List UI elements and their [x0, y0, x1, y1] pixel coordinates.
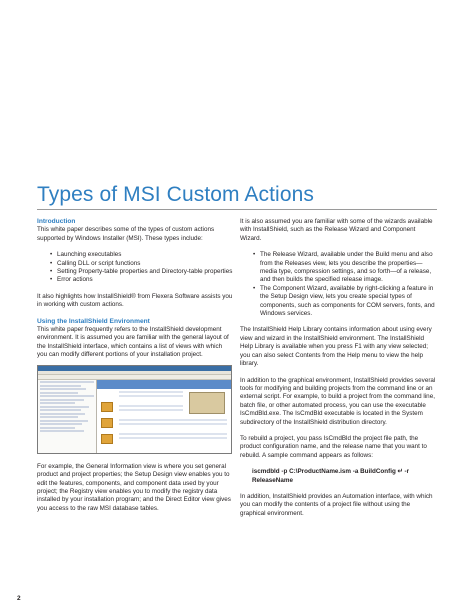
list-item: • Setting Property-table properties and Directory-table properties [50, 268, 233, 276]
bullet-icon: • [50, 251, 53, 259]
screenshot-item-icon [101, 402, 113, 412]
custom-action-types-list [37, 251, 233, 285]
list-item: • The Release Wizard, available under the Build menu and also from the Releases view, lets you describe the properties—media type, compression settings, and so forth—of a release, and then builds the specified release image. [253, 251, 433, 284]
page-title: Types of MSI Custom Actions [37, 183, 314, 206]
screenshot-box-image [189, 392, 225, 414]
sample-command: iscmdbld -p C:\ProductName.ism -a BuildConfig ↵ -r ReleaseName [252, 468, 410, 484]
wizards-list [240, 251, 437, 318]
highlights-text: It also highlights how InstallShield® from Flexera Software assists you in working with custom actions. [37, 292, 233, 309]
list-item: • Launching executables [50, 251, 122, 259]
introduction-heading: Introduction [37, 218, 76, 225]
screenshot-main-pane [97, 380, 231, 453]
screenshot-item-icon [101, 434, 113, 444]
help-library-text: The InstallShield Help Library contains information about using every view and wizard in the InstallShield environment. The InstallShield Help Library is available when you press F1 with any view selected; you can also select Contents from the Help menu to view the help library. [240, 326, 432, 368]
bullet-icon: • [50, 268, 53, 276]
command-line-tools-text: In addition to the graphical environment, InstallShield provides several tools for modifying and building projects from the command line or an external script. For example, to build a project from the command line, batch file, or other automated process, you can use the executable IsCmdBld.exe. The IsCmdBld executable is located in the System subdirectory of the InstallShield distribution directory. [240, 376, 436, 426]
rebuild-text: To rebuild a project, you pass IsCmdBld the project file path, the product configuration name, and the release name that you want to rebuild. A sample command appears as follows: [240, 434, 427, 459]
list-item: • The Component Wizard, available by right-clicking a feature in the Setup Design view, lets you create special types of components, such as components for COM servers, fonts, and Windows services. [253, 284, 435, 318]
using-environment-heading: Using the InstallShield Environment [37, 317, 150, 325]
page-number: 2 [17, 595, 21, 602]
bullet-icon: • [253, 251, 256, 259]
left-column [37, 218, 233, 521]
installshield-screenshot [37, 365, 232, 454]
screenshot-banner [97, 380, 231, 389]
right-column [240, 218, 437, 526]
introduction-text: This white paper describes some of the types of custom actions supported by Windows Installer (MSI). These types include: [37, 226, 215, 242]
wizards-text: It is also assumed you are familiar with some of the wizards available with InstallShield, such as the Release Wizard and Component Wizard. [240, 218, 433, 242]
bullet-icon: • [253, 284, 256, 292]
example-text: For example, the General Information view is where you set general product and project properties; the Setup Design view enables you to edit the features, components, and component data used by your project; the Registry view enables you to modify the registry data installed by your installation program; and the Direct Editor view gives you access to the raw MSI database tables. [37, 462, 231, 512]
screenshot-view-list [38, 380, 97, 453]
bullet-icon: • [50, 259, 53, 267]
title-rule [37, 209, 437, 210]
bullet-icon: • [50, 276, 53, 284]
screenshot-item-icon [101, 418, 113, 428]
using-environment-text: This white paper frequently refers to the InstallShield development environment. It is assumed you are familiar with the general layout of the InstallShield interface, which contains a list of views with which you can modify different portions of your installation project. [37, 326, 229, 359]
list-item: • Calling DLL or script functions [50, 259, 141, 267]
automation-text: In addition, InstallShield provides an Automation interface, with which you can modify the contents of a project file without using the graphical environment. [240, 492, 433, 517]
list-item: • Error actions [50, 276, 93, 284]
